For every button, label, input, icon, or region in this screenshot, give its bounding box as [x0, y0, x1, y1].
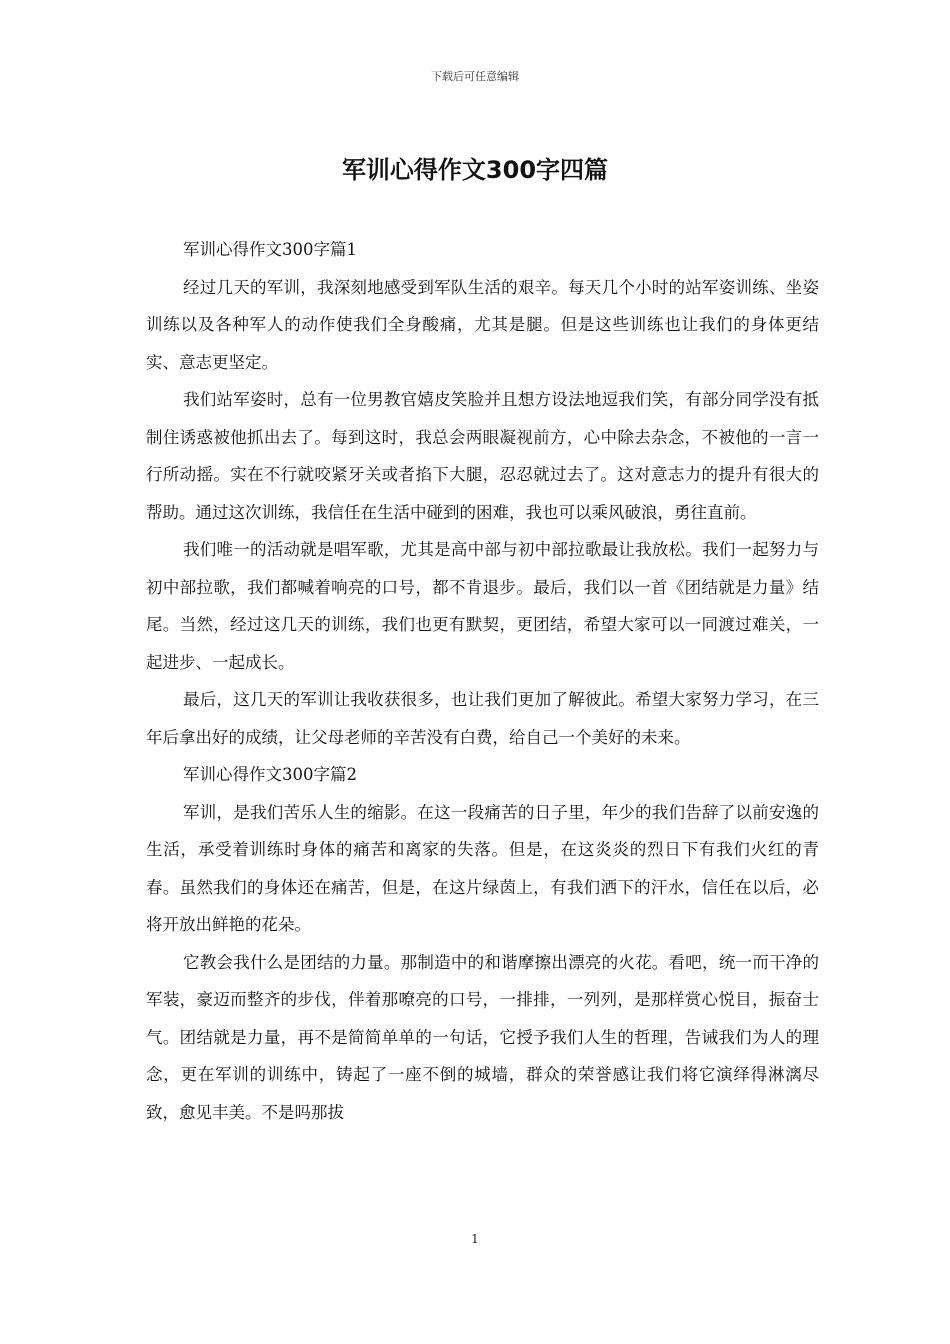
- section-heading-2: 军训心得作文300字篇2: [183, 765, 357, 784]
- section-heading-1: 军训心得作文300字篇1: [183, 240, 357, 259]
- paragraph-1-3: 我们唯一的活动就是唱军歌，尤其是高中部与初中部拉歌最让我放松。我们一起努力与初中部拉歌，我们都喊着响亮的口号，都不肯退步。最后，我们以一首《团结就是力量》结尾。当然，经过这几天的训练，我们也更有默契，更团结，希望大家可以一同渡过难关，一起进步、一起成长。: [146, 540, 819, 672]
- page-header-note: 下载后可任意编辑: [431, 70, 519, 83]
- paragraph-1-4: 最后，这几天的军训让我收获很多，也让我们更加了解彼此。希望大家努力学习，在三年后拿出好的成绩，让父母老师的辛苦没有白费，给自己一个美好的未来。: [146, 690, 819, 747]
- paragraph-1-2: 我们站军姿时，总有一位男教官嬉皮笑脸并且想方设法地逗我们笑，有部分同学没有抵制住诱惑被他抓出去了。每到这时，我总会两眼凝视前方，心中除去杂念，不被他的一言一行所动摇。实在不行就咬紧牙关或者掐下大腿，忍忍就过去了。这对意志力的提升有很大的帮助。通过这次训练，我信任在生活中碰到的困难，我也可以乘风破浪，勇往直前。: [146, 390, 819, 522]
- paragraph-1-1: 经过几天的军训，我深刻地感受到军队生活的艰辛。每天几个小时的站军姿训练、坐姿训练以及各种军人的动作使我们全身酸痛，尤其是腿。但是这些训练也让我们的身体更结实、意志更坚定。: [146, 277, 819, 372]
- page-number: 1: [471, 1232, 479, 1246]
- paragraph-2-1: 军训，是我们苦乐人生的缩影。在这一段痛苦的日子里，年少的我们告辞了以前安逸的生活，承受着训练时身体的痛苦和离家的失落。但是，在这炎炎的烈日下有我们火红的青春。虽然我们的身体还在痛苦，但是，在这片绿茵上，有我们洒下的汗水，信任在以后，必将开放出鲜艳的花朵。: [146, 802, 819, 934]
- document-title: 军训心得作文300字四篇: [341, 156, 609, 184]
- paragraph-2-2: 它教会我什么是团结的力量。那制造中的和谐摩擦出漂亮的火花。看吧，统一而干净的军装，豪迈而整齐的步伐，伴着那嘹亮的口号，一排排，一列列，是那样赏心悦目，振奋士气。团结就是力量，再不是简简单单的一句话，它授予我们人生的哲理，告诫我们为人的理念，更在军训的训练中，铸起了一座不倒的城墙，群众的荣誉感让我们将它演绎得淋漓尽致，愈见丰美。不是吗那拔: [146, 952, 819, 1122]
- document-body: [146, 231, 819, 1131]
